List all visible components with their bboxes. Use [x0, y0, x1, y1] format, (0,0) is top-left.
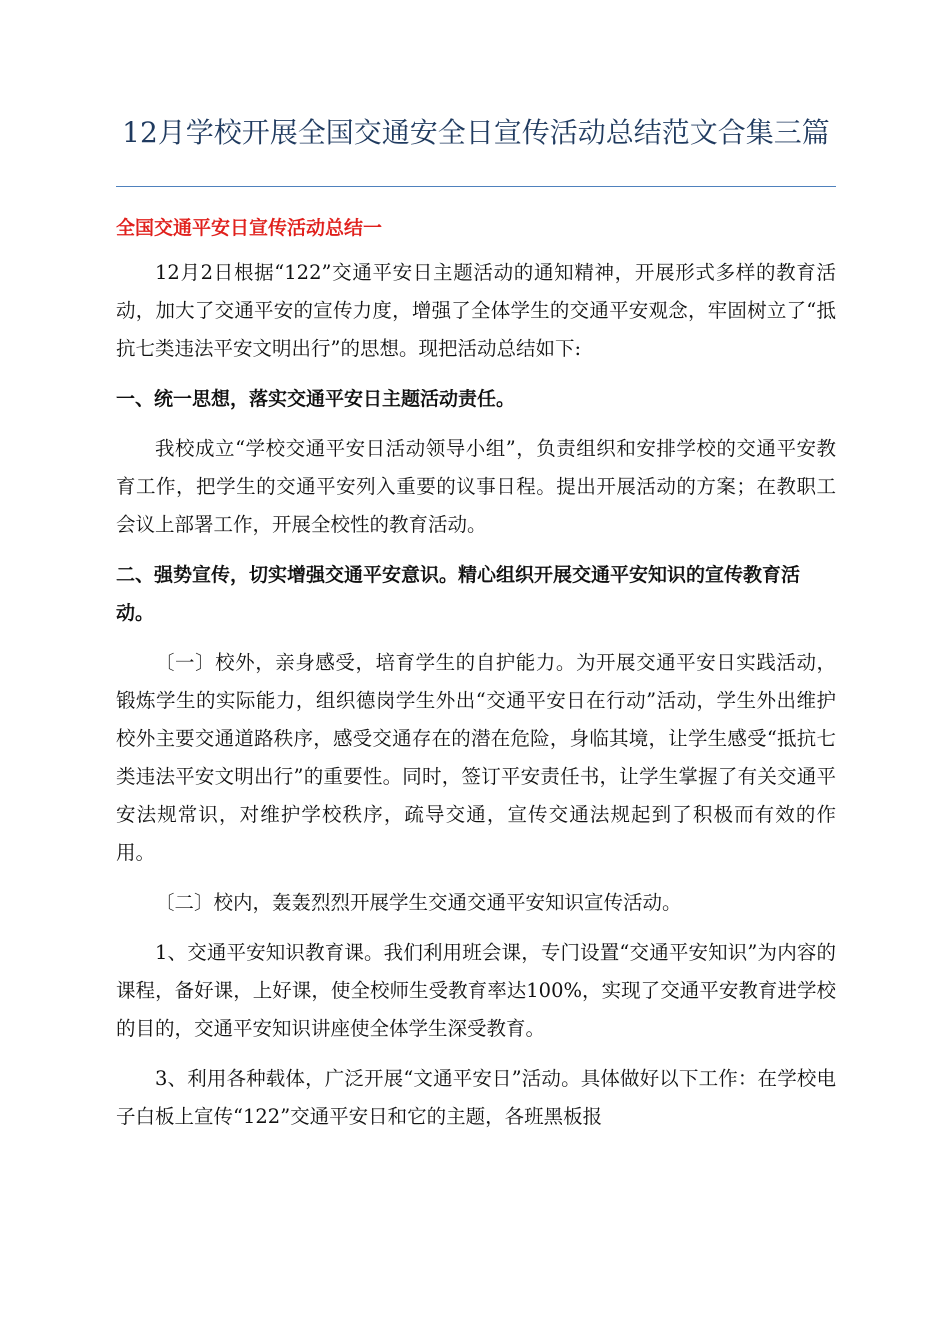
paragraph-outside-school: 〔一〕校外，亲身感受，培育学生的自护能力。为开展交通平安日实践活动，锻炼学生的实际能力，组织德岗学生外出“交通平安日在行动”活动，学生外出维护校外主要交通道路秩序，感受交通存在的潜在危险，身临其境，让学生感受“抵抗七类违法平安文明出行”的重要性。同时，签订平安责任书，让学生掌握了有关交通平安法规常识，对维护学校秩序，疏导交通，宣传交通法规起到了积极而有效的作用。: [116, 651, 836, 864]
document-body: [116, 208, 836, 1148]
title-divider: [116, 186, 836, 187]
heading-part-two: 二、强势宣传，切实增强交通平安意识。精心组织开展交通平安知识的宣传教育活动。: [116, 564, 801, 624]
paragraph-carriers: 3、利用各种载体，广泛开展“文通平安日”活动。具体做好以下工作：在学校电子白板上宣传“122”交通平安日和它的主题，各班黑板报: [116, 1067, 836, 1128]
heading-part-one: 一、统一思想，落实交通平安日主题活动责任。: [116, 388, 516, 410]
document-title: 12月学校开展全国交通安全日宣传活动总结范文合集三篇: [122, 116, 830, 149]
section-heading: 全国交通平安日宣传活动总结一: [116, 217, 383, 239]
paragraph-intro: 12月2日根据“122”交通平安日主题活动的通知精神，开展形式多样的教育活动，加大了交通平安的宣传力度，增强了全体学生的交通平安观念，牢固树立了“抵抗七类违法平安文明出行”的思想。现把活动总结如下:: [116, 261, 836, 360]
paragraph-leadership-group: 我校成立“学校交通平安日活动领导小组”，负责组织和安排学校的交通平安教育工作，把学生的交通平安列入重要的议事日程。提出开展活动的方案；在教职工会议上部署工作，开展全校性的教育活动。: [116, 437, 836, 536]
paragraph-education-class: 1、交通平安知识教育课。我们利用班会课，专门设置“交通平安知识”为内容的课程，备好课，上好课，使全校师生受教育率达100%，实现了交通平安教育进学校的目的，交通平安知识讲座使全体学生深受教育。: [116, 941, 836, 1040]
paragraph-inside-school: 〔二〕校内，轰轰烈烈开展学生交通交通平安知识宣传活动。: [155, 891, 682, 914]
